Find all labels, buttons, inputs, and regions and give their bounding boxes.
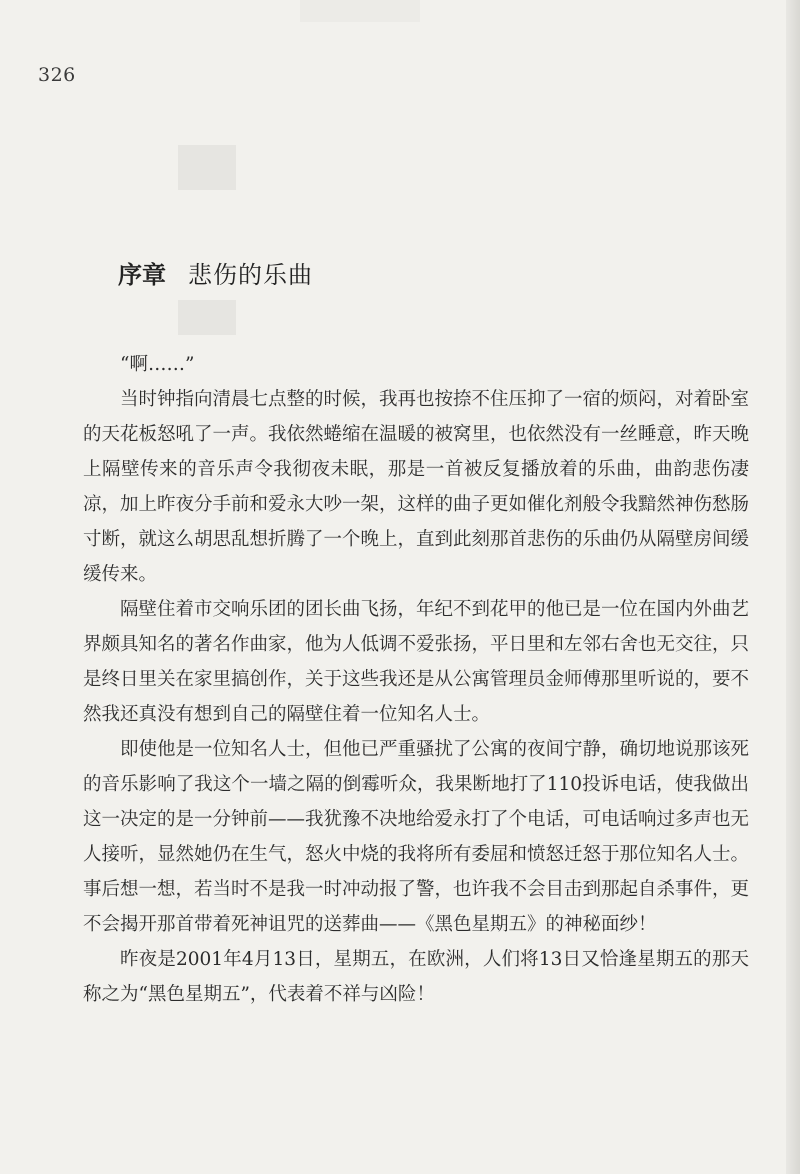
show-through-block [178, 145, 236, 190]
show-through-block [178, 300, 236, 335]
paragraph: 即使他是一位知名人士，但他已严重骚扰了公寓的夜间宁静，确切地说那该死的音乐影响了我这个一墙之隔的倒霉听众，我果断地打了110投诉电话，使我做出这一决定的是一分钟前——我犹豫不决地给爱永打了个电话，可电话响过多声也无人接听，显然她仍在生气，怒火中烧的我将所有委屈和愤怒迁怒于那位知名人士。事后想一想，若当时不是我一时冲动报了警，也许我不会目击到那起自杀事件，更不会揭开那首带着死神诅咒的送葬曲——《黑色星期五》的神秘面纱！ [83, 739, 750, 935]
body-text [83, 347, 749, 1012]
chapter-title: 悲伤的乐曲 [188, 261, 313, 289]
page-number: 326 [38, 64, 76, 86]
show-through-block [300, 0, 420, 22]
page-edge [786, 0, 800, 1174]
paragraph: 隔壁住着市交响乐团的团长曲飞扬，年纪不到花甲的他已是一位在国内外曲艺界颇具知名的著名作曲家，他为人低调不爱张扬，平日里和左邻右舍也无交往，只是终日里关在家里搞创作，关于这些我还是从公寓管理员金师傅那里听说的，要不然我还真没有想到自己的隔壁住着一位知名人士。 [83, 599, 750, 725]
chapter-label: 序章 [118, 260, 166, 289]
paragraph: 当时钟指向清晨七点整的时候，我再也按捺不住压抑了一宿的烦闷，对着卧室的天花板怒吼了一声。我依然蜷缩在温暖的被窝里，也依然没有一丝睡意，昨天晚上隔壁传来的音乐声令我彻夜未眠，那是一首被反复播放着的乐曲，曲韵悲伤凄凉，加上昨夜分手前和爱永大吵一架，这样的曲子更如催化剂般令我黯然神伤愁肠寸断，就这么胡思乱想折腾了一个晚上，直到此刻那首悲伤的乐曲仍从隔壁房间缓缓传来。 [83, 389, 750, 585]
paragraph: “啊……” [120, 354, 195, 375]
chapter-heading [118, 255, 313, 290]
paragraph: 昨夜是2001年4月13日，星期五，在欧洲，人们将13日又恰逢星期五的那天称之为“黑色星期五”，代表着不祥与凶险！ [83, 949, 749, 1005]
